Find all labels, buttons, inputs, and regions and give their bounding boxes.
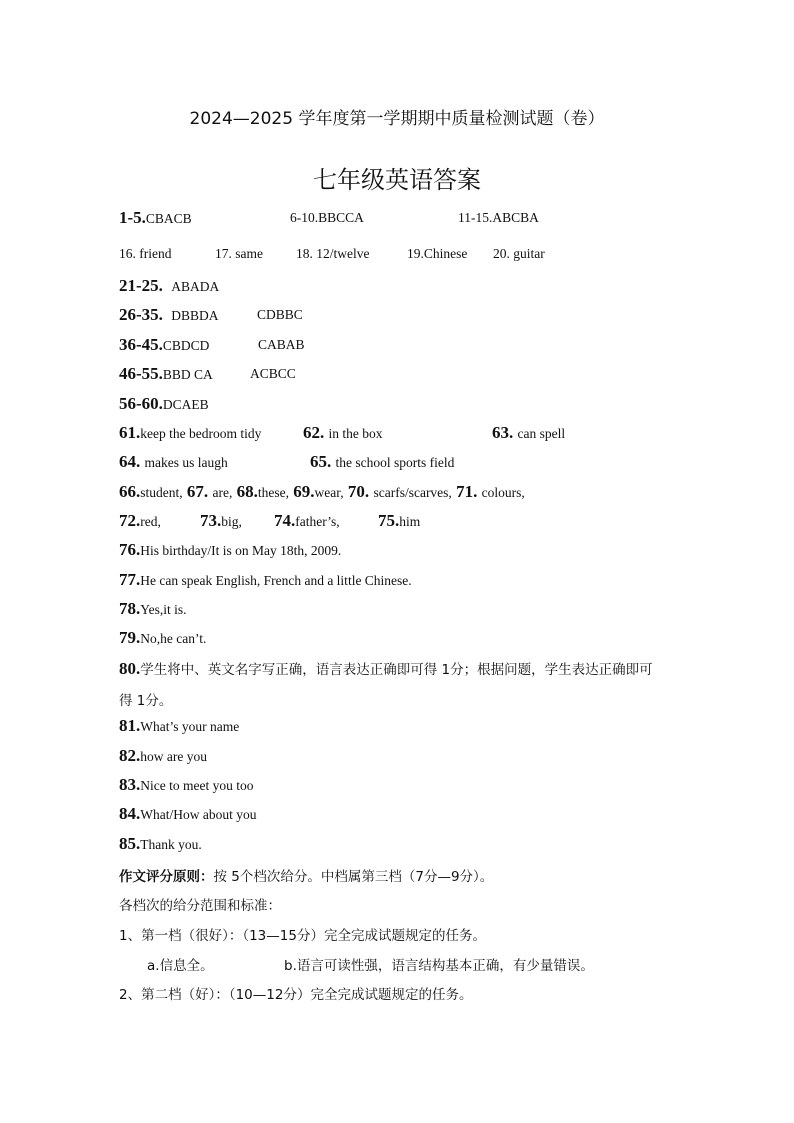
essay-level-1: 1、第一档（很好）：（13—15分）完全完成试题规定的任务。 — [119, 928, 486, 944]
answer-text: ABADA — [171, 279, 220, 294]
essay-principle — [119, 865, 493, 885]
answer-text: His birthday/It is on May 18th, 2009. — [140, 543, 342, 558]
answer-row-26-35 — [119, 305, 303, 325]
question-number: 77. — [119, 570, 141, 589]
answer-text: are, — [212, 485, 233, 500]
answer-text: the school sports field — [335, 455, 455, 470]
answer-text: ACBCC — [250, 366, 296, 381]
question-number: 74. — [274, 511, 296, 530]
question-number: 85. — [119, 834, 141, 853]
question-number: 73. — [200, 511, 222, 530]
answer-text: 19.Chinese — [407, 246, 468, 261]
question-number: 46-55. — [119, 364, 163, 383]
question-number: 56-60. — [119, 394, 163, 413]
question-number: 36-45. — [119, 335, 163, 354]
answer-text: in the box — [328, 426, 383, 441]
question-number: 67. — [186, 482, 209, 501]
answer-text: 17. same — [215, 246, 263, 261]
question-number: 65. — [310, 452, 332, 471]
answer-text: What/How about you — [140, 807, 257, 822]
answer-row-21-25 — [119, 276, 219, 296]
answer-row-79 — [119, 628, 206, 648]
question-number: 82. — [119, 746, 141, 765]
question-number: 83. — [119, 775, 141, 794]
answer-row-76 — [119, 540, 341, 560]
question-number: 70. — [347, 482, 370, 501]
question-number: 64. — [119, 452, 141, 471]
question-number: 75. — [378, 511, 400, 530]
answer-text: 16. friend — [119, 246, 172, 261]
answer-text: CDBBC — [257, 307, 303, 322]
answer-text: CBACB — [145, 211, 192, 226]
answer-row-81 — [119, 716, 239, 736]
answer-text: how are you — [140, 749, 207, 764]
answer-text: 6-10.BBCCA — [290, 210, 364, 225]
answer-text: CABAB — [258, 337, 305, 352]
answer-text: 18. 12/twelve — [296, 246, 370, 261]
answer-text: DBBDA — [171, 308, 219, 323]
question-number: 68. — [236, 482, 258, 501]
answer-text: student, — [140, 485, 183, 500]
question-number: 69. — [293, 482, 315, 501]
answer-row-66-71 — [119, 482, 525, 502]
answer-text: can spell — [517, 426, 566, 441]
answer-text: No,he can’t. — [140, 631, 207, 646]
question-number: 71. — [456, 482, 478, 501]
answer-row-80 — [119, 658, 653, 679]
answer-row-83 — [119, 775, 253, 795]
answer-row-85 — [119, 834, 202, 854]
question-number: 62. — [303, 423, 325, 442]
answer-text: Nice to meet you too — [140, 778, 254, 793]
question-number: 79. — [119, 628, 141, 647]
answer-text: big, — [221, 514, 242, 529]
answer-text: 11-15.ABCBA — [458, 210, 539, 225]
answer-text: He can speak English, French and a little Chinese. — [140, 573, 412, 588]
question-number: 1-5. — [119, 208, 146, 227]
essay-principle-label: 作文评分原则： — [119, 869, 214, 885]
page-title: 2024—2025 学年度第一学期期中质量检测试题（卷） — [189, 109, 605, 129]
answer-text: BBD CA — [162, 367, 213, 382]
question-number: 81. — [119, 716, 141, 735]
answer-row-36-45 — [119, 335, 305, 355]
answer-row-46-55 — [119, 364, 296, 384]
page-subtitle: 七年级英语答案 — [313, 166, 481, 194]
essay-level-2: 2、第二档（好）：（10—12分）完全完成试题规定的任务。 — [119, 987, 473, 1003]
question-number: 63. — [492, 423, 514, 442]
answer-text: CBDCD — [162, 338, 210, 353]
answer-row-82 — [119, 746, 207, 766]
question-number: 26-35. — [119, 305, 163, 324]
answer-text: red, — [140, 514, 161, 529]
answer-row-56-60 — [119, 394, 209, 414]
answer-text: What’s your name — [140, 719, 240, 734]
answer-row-80-continued: 得 1分。 — [119, 693, 173, 709]
answer-text: colours, — [481, 485, 525, 500]
answer-row-84 — [119, 804, 256, 824]
answer-text: him — [399, 514, 421, 529]
question-number: 21-25. — [119, 276, 163, 295]
answer-row-77 — [119, 570, 412, 590]
answer-text: Thank you. — [140, 837, 202, 852]
answer-text: makes us laugh — [144, 455, 228, 470]
essay-level-1-b: b.语言可读性强，语言结构基本正确，有少量错误。 — [284, 958, 594, 974]
answer-text: father’s, — [295, 514, 340, 529]
answer-text: scarfs/scarves, — [373, 485, 452, 500]
answer-text: these, — [257, 485, 289, 500]
essay-standard: 各档次的给分范围和标准： — [119, 898, 281, 914]
answer-text: keep the bedroom tidy — [140, 426, 262, 441]
answer-text: wear, — [314, 485, 344, 500]
question-number: 80. — [119, 659, 141, 678]
answer-text: DCAEB — [162, 397, 209, 412]
question-number: 84. — [119, 804, 141, 823]
essay-principle-text: 按 5个档次给分。中档属第三档（7分—9分）。 — [213, 869, 494, 885]
question-number: 76. — [119, 540, 141, 559]
answer-text: 20. guitar — [493, 246, 545, 261]
question-number: 72. — [119, 511, 141, 530]
essay-level-1-a: a.信息全。 — [147, 958, 214, 974]
question-number: 78. — [119, 599, 141, 618]
question-number: 61. — [119, 423, 141, 442]
answer-text: 学生将中、英文名字写正确，语言表达正确即可得 1分；根据问题，学生表达正确即可 — [140, 662, 653, 678]
answer-row-78 — [119, 599, 187, 619]
answer-text: Yes,it is. — [140, 602, 187, 617]
question-number: 66. — [119, 482, 141, 501]
